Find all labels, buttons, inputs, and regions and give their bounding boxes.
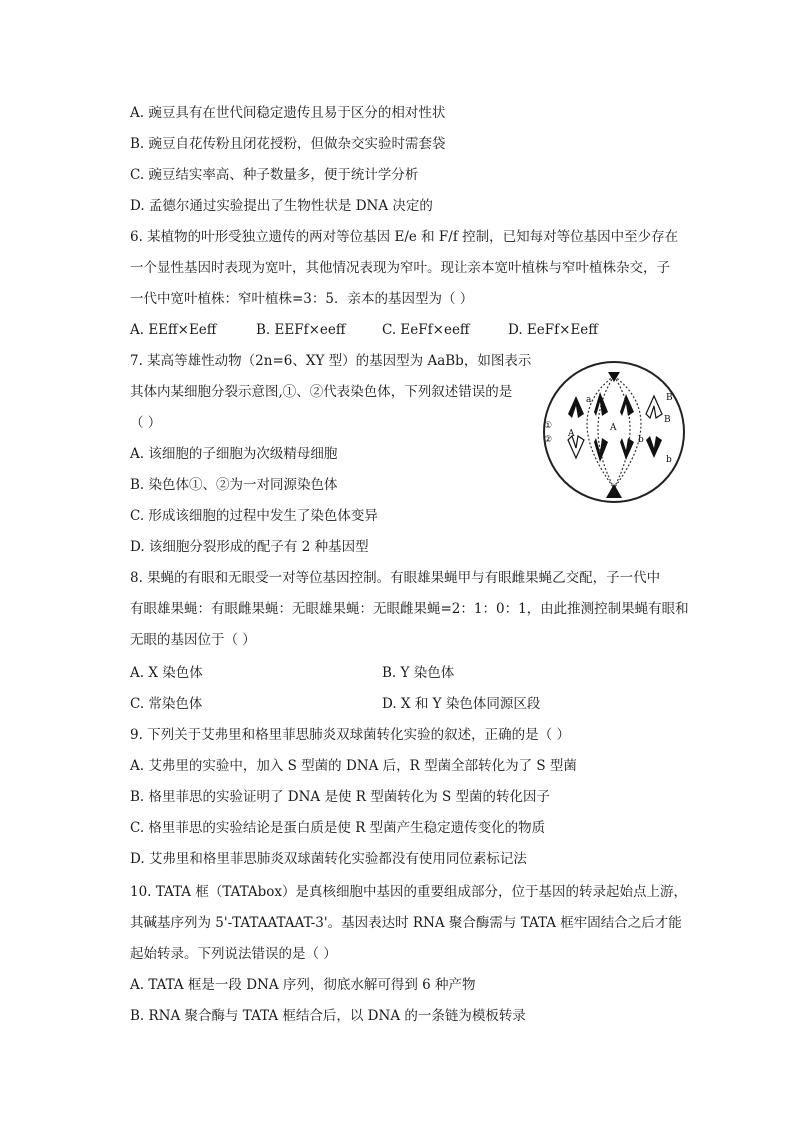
q9-stem-line1: 9. 下列关于艾弗里和格里菲思肺炎双球菌转化实验的叙述，正确的是（ ） [130, 727, 570, 743]
q5-option-b: B. 豌豆自花传粉且闭花授粉，但做杂交实验时需套袋 [130, 136, 446, 152]
q7-stem-line2: 其体内某细胞分裂示意图,①、②代表染色体，下列叙述错误的是 [130, 384, 513, 400]
q6-option-c: C. EeFf×eeff [382, 322, 470, 338]
lower-chromosomes [568, 436, 662, 462]
label-allele-b-mid: b [638, 435, 644, 445]
q8-option-c: C. 常染色体 [130, 696, 203, 712]
q10-stem-line2: 其碱基序列为 5'-TATAATAAT-3'。基因表达时 RNA 聚合酶需与 TATA 框牢固结合之后才能 [130, 915, 682, 931]
q7-option-d: D. 该细胞分裂形成的配子有 2 种基因型 [130, 539, 369, 555]
label-allele-A-left: A [568, 429, 575, 439]
q10-option-a: A. TATA 框是一段 DNA 序列，彻底水解可得到 6 种产物 [130, 977, 476, 993]
q10-stem-line3: 起始转录。下列说法错误的是（ ） [130, 946, 337, 962]
q8-option-d: D. X 和 Y 染色体同源区段 [382, 696, 541, 712]
label-allele-B-top: B [666, 393, 673, 403]
label-chromosome-1: ① [544, 421, 553, 431]
q5-option-c: C. 豌豆结实率高、种子数量多，便于统计学分析 [130, 167, 419, 183]
label-allele-b-bottom: b [666, 455, 672, 465]
q9-option-c: C. 格里菲思的实验结论是蛋白质是使 R 型菌产生稳定遗传变化的物质 [130, 820, 546, 836]
q6-stem-line3: 一代中宽叶植株：窄叶植株=3：5．亲本的基因型为（ ） [130, 291, 474, 307]
q7-option-c: C. 形成该细胞的过程中发生了染色体变异 [130, 508, 378, 524]
q8-stem-line2: 有眼雄果蝇：有眼雌果蝇：无眼雄果蝇：无眼雌果蝇=2：1：0：1，由此推测控制果蝇有眼和 [130, 601, 689, 617]
label-allele-a: a [586, 395, 592, 405]
cell-division-figure [538, 356, 690, 508]
q5-option-d: D. 孟德尔通过实验提出了生物性状是 DNA 决定的 [130, 198, 433, 214]
q10-option-b: B. RNA 聚合酶与 TATA 框结合后，以 DNA 的一条链为模板转录 [130, 1008, 526, 1024]
q6-option-b: B. EEFf×eeff [256, 322, 346, 338]
upper-chromosomes [568, 392, 662, 418]
q6-option-d: D. EeFf×Eeff [508, 322, 598, 338]
q5-option-a: A. 豌豆具有在世代间稳定遗传且易于区分的相对性状 [130, 105, 446, 121]
q7-stem-line1: 7. 某高等雄性动物（2n=6、XY 型）的基因型为 AaBb，如图表示 [130, 353, 532, 369]
q7-option-a: A. 该细胞的子细胞为次级精母细胞 [130, 446, 338, 462]
spindle-pole-top [608, 372, 620, 382]
q9-option-b: B. 格里菲思的实验证明了 DNA 是使 R 型菌转化为 S 型菌的转化因子 [130, 789, 551, 805]
q7-option-b: B. 染色体①、②为一对同源染色体 [130, 477, 338, 493]
spindle-pole-bottom [606, 484, 622, 498]
q8-stem-line3: 无眼的基因位于（ ） [130, 632, 256, 648]
q6-stem-line2: 一个显性基因时表现为宽叶，其他情况表现为窄叶。现让亲本宽叶植株与窄叶植株杂交，子 [130, 260, 670, 276]
label-allele-A-center: A [610, 423, 617, 433]
label-allele-B-mid: B [664, 415, 671, 425]
q8-option-a: A. X 染色体 [130, 665, 203, 681]
q7-stem-line3: （ ） [130, 415, 162, 431]
q10-stem-line1: 10. TATA 框（TATAbox）是真核细胞中基因的重要组成部分，位于基因的转录起始点上游， [130, 884, 688, 900]
q8-option-b: B. Y 染色体 [382, 665, 455, 681]
q6-stem-line1: 6. 某植物的叶形受独立遗传的两对等位基因 E/e 和 F/f 控制，已知每对等位基因中至少存在 [130, 229, 679, 245]
q6-option-a: A. EEff×Eeff [130, 322, 217, 338]
q9-option-a: A. 艾弗里的实验中，加入 S 型菌的 DNA 后，R 型菌全部转化为了 S 型菌 [130, 758, 577, 774]
label-chromosome-2: ② [544, 435, 553, 445]
q9-option-d: D. 艾弗里和格里菲思肺炎双球菌转化实验都没有使用同位素标记法 [130, 851, 527, 867]
q8-stem-line1: 8. 果蝇的有眼和无眼受一对等位基因控制。有眼雄果蝇甲与有眼雌果蝇乙交配，子一代中 [130, 570, 661, 586]
